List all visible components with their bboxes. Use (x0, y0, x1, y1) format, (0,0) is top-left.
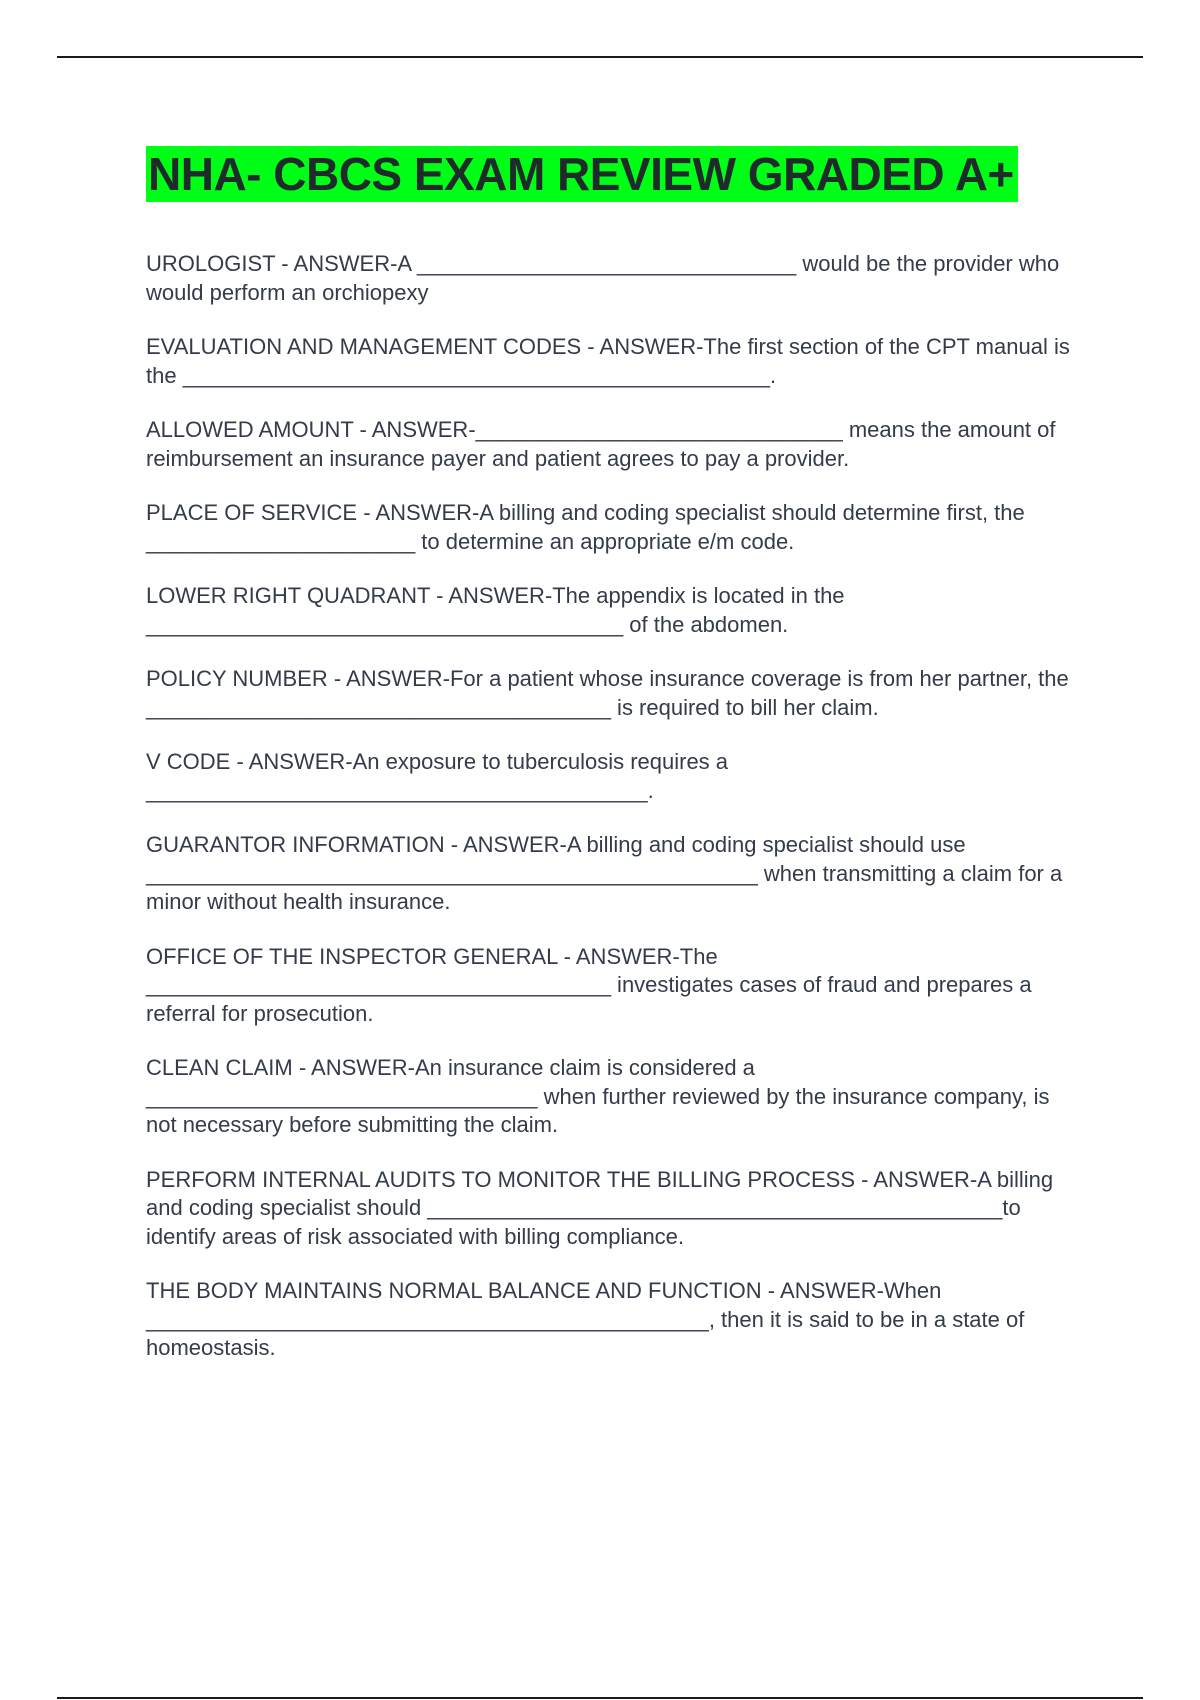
qa-item (146, 499, 1086, 556)
qa-separator: - ANSWER- (855, 1166, 978, 1192)
qa-answer: THE BODY MAINTAINS NORMAL BALANCE AND FUNCTION (146, 1278, 762, 1303)
qa-list (146, 250, 1086, 1363)
qa-separator: - ANSWER- (230, 749, 353, 774)
qa-question: A billing and coding specialist should determine first, the ______________________ to determine an appropriate e/m code. (146, 500, 1025, 554)
qa-item (146, 748, 1086, 805)
top-rule (57, 56, 1143, 58)
qa-answer: GUARANTOR INFORMATION (146, 832, 445, 857)
qa-item (146, 1277, 1086, 1363)
qa-item (146, 333, 1086, 390)
qa-answer: ALLOWED AMOUNT (146, 417, 354, 442)
qa-question: For a patient whose insurance coverage is from her partner, the ______________________________________ is required to bill her claim. (146, 666, 1069, 720)
qa-item (146, 416, 1086, 473)
qa-separator: - ANSWER- (581, 334, 704, 359)
qa-item (146, 250, 1086, 307)
qa-answer: POLICY NUMBER (146, 666, 328, 691)
qa-separator: - ANSWER- (357, 500, 480, 525)
qa-question: A billing and coding specialist should _______________________________________________to identify areas of risk associated with billing compliance. (146, 1166, 1054, 1249)
qa-separator: - ANSWER- (353, 417, 476, 442)
qa-question: When ______________________________________________, then it is said to be in a state of homeostasis. (146, 1278, 1025, 1360)
qa-question: The ______________________________________ investigates cases of fraud and prepares a referral for prosecution. (146, 943, 1032, 1026)
qa-answer: UROLOGIST (146, 251, 276, 276)
qa-item (146, 1054, 1086, 1140)
qa-item (146, 1166, 1086, 1252)
qa-separator: - ANSWER- (275, 251, 398, 276)
document-body (146, 146, 1086, 1389)
qa-item (146, 582, 1086, 639)
qa-separator: - ANSWER- (327, 666, 450, 691)
qa-answer: V CODE (146, 749, 231, 774)
qa-item (146, 943, 1086, 1029)
bottom-rule (57, 1697, 1143, 1699)
qa-answer: LOWER RIGHT QUADRANT (146, 583, 430, 608)
qa-question: An exposure to tuberculosis requires a _________________________________________. (146, 749, 729, 803)
qa-question: A _______________________________ would be the provider who would perform an orchiopexy (146, 251, 1060, 305)
document-title: NHA- CBCS EXAM REVIEW GRADED A+ (146, 146, 1018, 202)
qa-answer: OFFICE OF THE INSPECTOR GENERAL (146, 943, 558, 969)
qa-item (146, 831, 1086, 917)
qa-answer: PLACE OF SERVICE (146, 500, 358, 525)
qa-separator: - ANSWER- (292, 1055, 415, 1080)
qa-question: ______________________________ means the amount of reimbursement an insurance payer and patient agrees to pay a provider. (146, 417, 1056, 471)
qa-question: The first section of the CPT manual is the ________________________________________________. (146, 334, 1070, 388)
qa-question: A billing and coding specialist should use __________________________________________________ when transmitting a claim for a minor without health insurance. (146, 832, 1063, 914)
qa-question: An insurance claim is considered a ________________________________ when further reviewed by the insurance company, is not necessary before submitting the claim. (146, 1055, 1050, 1137)
title-wrapper (146, 146, 1086, 202)
qa-question: The appendix is located in the _______________________________________ of the abdomen. (146, 583, 845, 637)
qa-answer: CLEAN CLAIM (146, 1055, 293, 1080)
qa-separator: - ANSWER- (430, 583, 553, 608)
qa-separator: - ANSWER- (444, 832, 567, 857)
qa-answer: EVALUATION AND MANAGEMENT CODES (146, 334, 582, 359)
qa-separator: - ANSWER- (761, 1278, 884, 1303)
qa-separator: - ANSWER- (557, 943, 680, 969)
qa-answer: PERFORM INTERNAL AUDITS TO MONITOR THE BILLING PROCESS (146, 1166, 856, 1192)
qa-item (146, 665, 1086, 722)
